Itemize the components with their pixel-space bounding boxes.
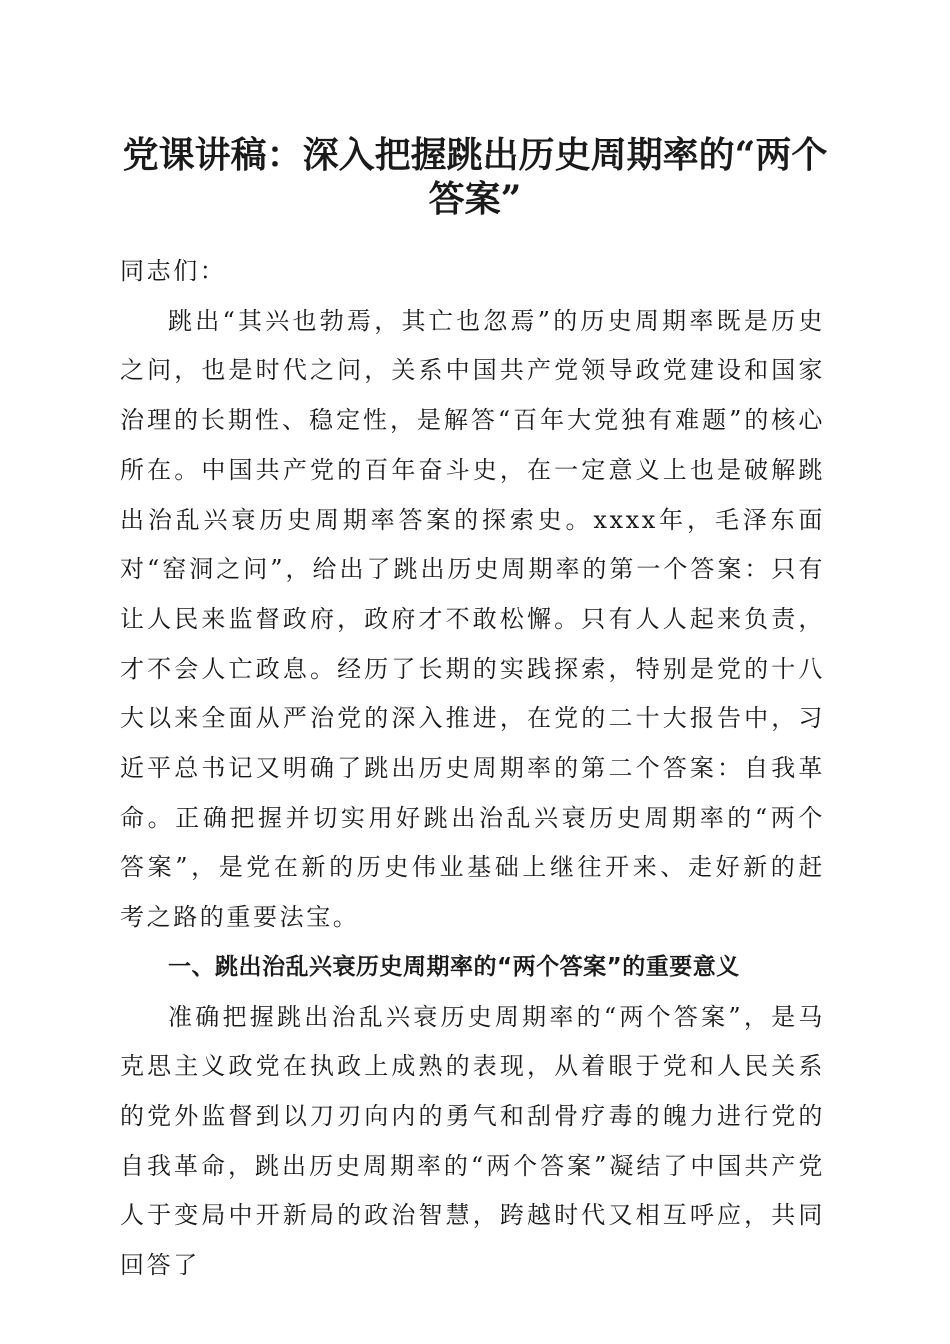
paragraph-section-1: 准确把握跳出治乱兴衰历史周期率的“两个答案”，是马克思主义政党在执政上成熟的表现，从着眼于党和人民关系的党外监督到以刀刃向内的勇气和刮骨疗毒的魄力进行党的自我革命，跳出历史周期率的“两个答案”凝结了中国共产党人于变局中开新局的政治智慧，跨越时代又相互呼应，共同回答了 — [120, 1002, 825, 1280]
title-line-1: 党课讲稿：深入把握跳出历史周期率的“两个 — [122, 134, 828, 176]
document-title — [110, 133, 840, 221]
salutation: 同志们： — [120, 257, 227, 285]
document-body — [120, 247, 825, 1291]
title-line-2: 答案” — [428, 178, 522, 220]
section-heading-1: 一、跳出治乱兴衰历史周期率的“两个答案”的重要意义 — [168, 953, 740, 980]
paragraph-intro: 跳出“其兴也勃焉，其亡也忽焉”的历史周期率既是历史之问，也是时代之问，关系中国共产党领导政党建设和国家治理的长期性、稳定性，是解答“百年大党独有难题”的核心所在。中国共产党的百年奋斗史，在一定意义上也是破解跳出治乱兴衰历史周期率答案的探索史。xxxx年，毛泽东面对“窑洞之问”，给出了跳出历史周期率的第一个答案：只有让人民来监督政府，政府才不敢松懈。只有人人起来负责，才不会人亡政息。经历了长期的实践探索，特别是党的十八大以来全面从严治党的深入推进，在党的二十大报告中，习近平总书记又明确了跳出历史周期率的第二个答案：自我革命。正确把握并切实用好跳出治乱兴衰历史周期率的“两个答案”，是党在新的历史伟业基础上继往开来、走好新的赶考之路的重要法宝。 — [120, 306, 825, 932]
